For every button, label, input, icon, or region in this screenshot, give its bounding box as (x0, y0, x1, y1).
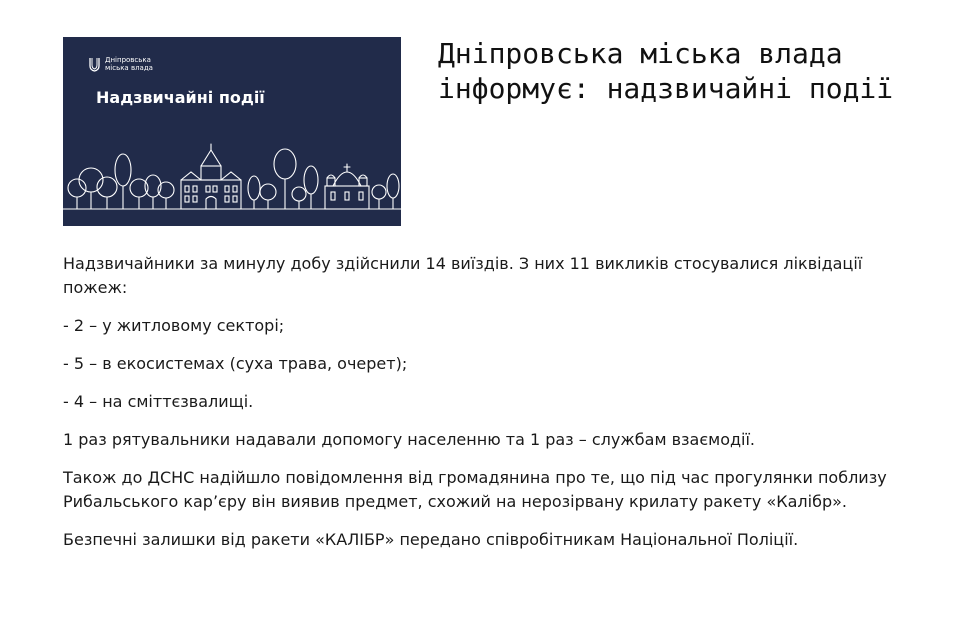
article-body (63, 252, 913, 566)
fire-item-ecosystems: - 5 – в екосистемах (суха трава, очерет); (63, 354, 408, 373)
fire-item-landfill: - 4 – на сміттєзвалищі. (63, 392, 254, 411)
city-skyline-illustration (63, 142, 401, 226)
banner-title: Надзвичайні події (96, 88, 265, 107)
article-headline: Дніпровська міська влада інформує: надзвичайні події (438, 37, 894, 105)
missile-report-paragraph: Також до ДСНС надійшло повідомлення від громадянина про те, що під час прогулянки поблизу Рибальського кар’єру він виявив предмет, схожий на нерозірвану крилату ракету «Калібр». (63, 468, 887, 511)
fire-item-residential: - 2 – у житловому секторі; (63, 316, 285, 335)
logo-text-line1: Дніпровська (105, 56, 151, 64)
logo-text-line2: міська влада (105, 63, 153, 72)
assistance-paragraph: 1 раз рятувальники надавали допомогу населенню та 1 раз – службам взаємодії. (63, 430, 756, 449)
closing-paragraph: Безпечні залишки від ракети «КАЛІБР» передано співробітникам Національної Поліції. (63, 530, 799, 549)
city-logo (89, 57, 153, 72)
city-emblem-icon (89, 57, 100, 72)
article-intro: Надзвичайники за минулу добу здійснили 14 виїздів. З них 11 викликів стосувалися ліквідації пожеж: (63, 254, 863, 297)
news-banner-image (63, 37, 401, 226)
